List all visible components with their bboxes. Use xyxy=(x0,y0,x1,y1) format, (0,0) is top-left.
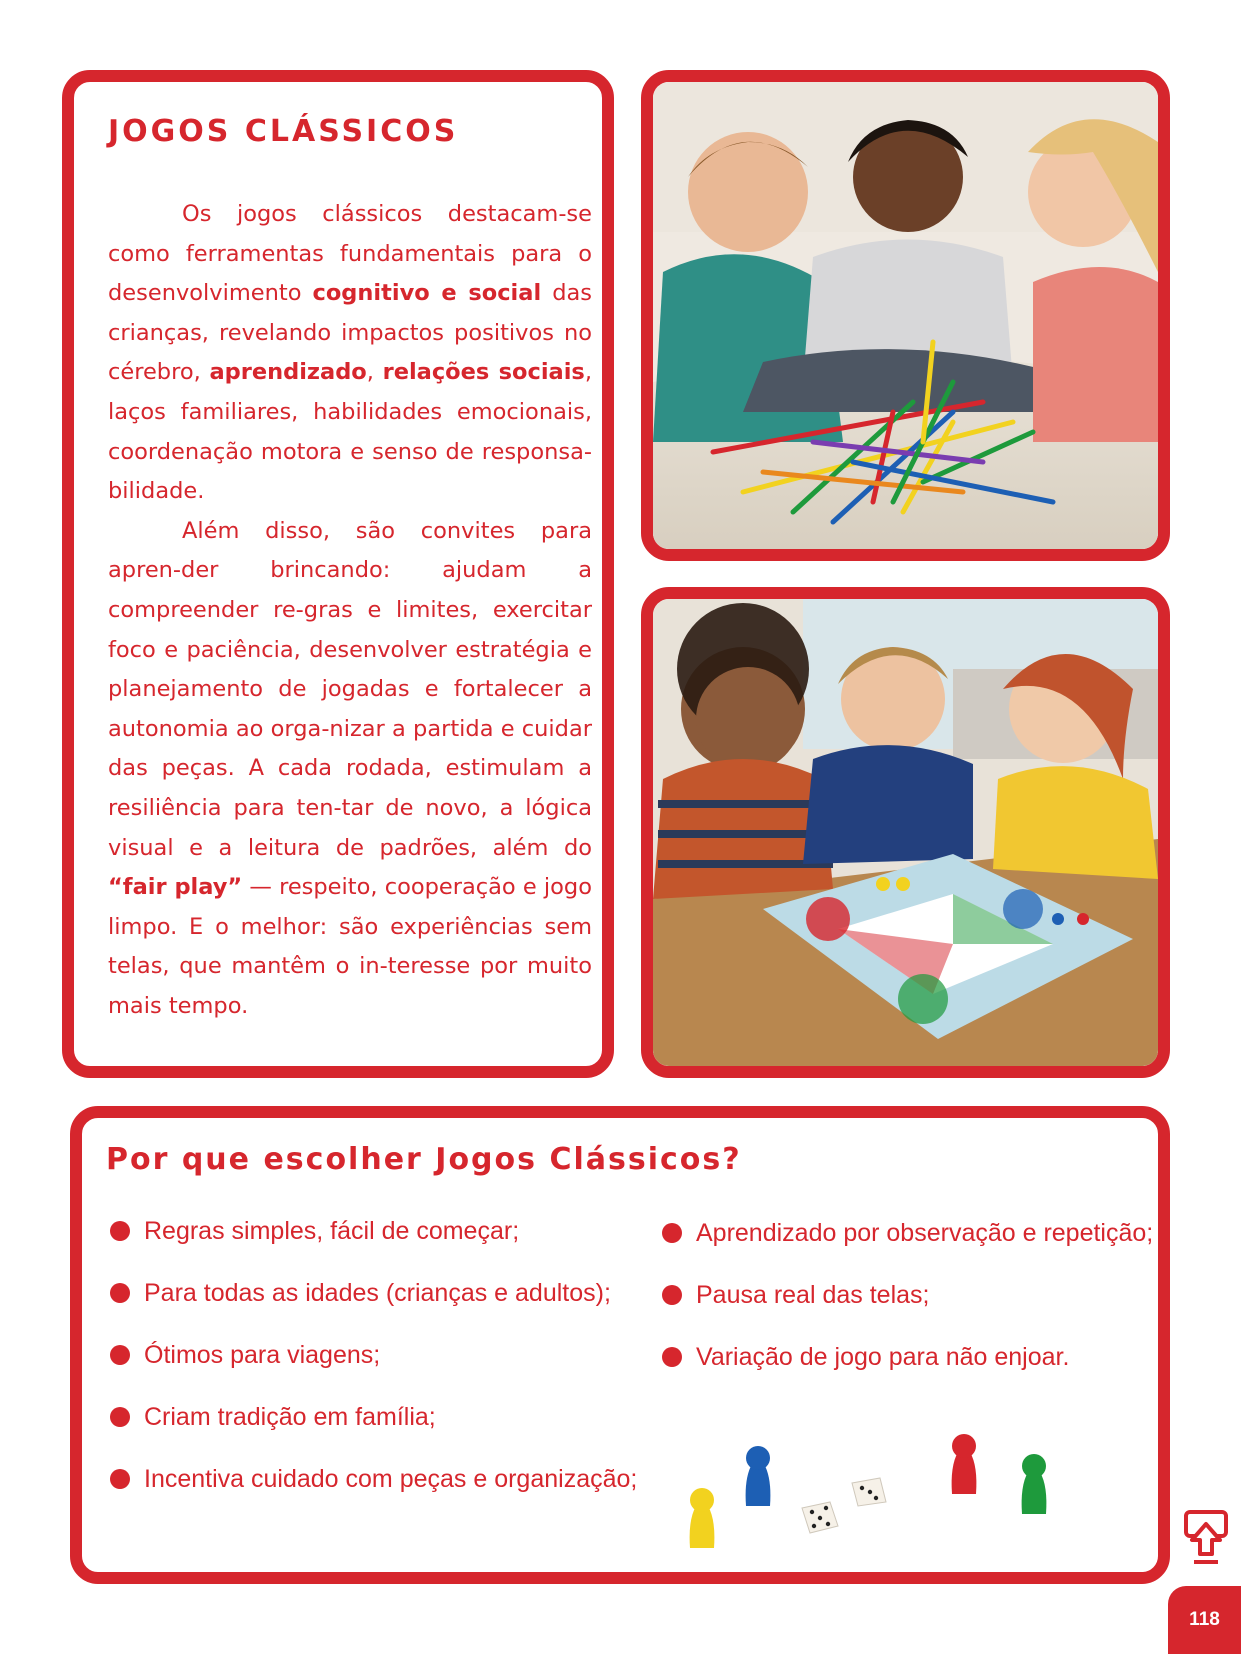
bullet-icon xyxy=(110,1345,130,1365)
dice-icon xyxy=(802,1478,886,1533)
benefit-item xyxy=(110,1324,637,1386)
benefits-list-left xyxy=(110,1200,637,1510)
benefit-item xyxy=(110,1200,637,1262)
home-arrow-icon[interactable] xyxy=(1182,1510,1230,1570)
paragraph-text: Os jogos clássicos destacam-se como ferramentas fundamentais para o desenvolvimento xyxy=(108,201,592,307)
ludo-game-image xyxy=(653,599,1158,1066)
benefit-item xyxy=(110,1262,637,1324)
benefit-text: Para todas as idades (crianças e adultos); xyxy=(144,1278,611,1307)
benefit-text: Criam tradição em família; xyxy=(144,1402,436,1431)
benefit-text: Variação de jogo para não enjoar. xyxy=(696,1342,1070,1371)
benefit-text: Incentiva cuidado com peças e organização; xyxy=(144,1464,638,1493)
benefit-text: Regras simples, fácil de começar; xyxy=(144,1216,520,1245)
emphasis-text: aprendizado xyxy=(209,359,367,386)
benefit-item xyxy=(662,1264,1153,1326)
pawn-icon xyxy=(746,1446,771,1506)
paragraph-text: das crianças, revelando impactos positivos no cérebro, xyxy=(108,280,592,386)
page-number: 118 xyxy=(1168,1586,1241,1654)
benefit-item xyxy=(110,1448,637,1510)
benefit-text: Aprendizado por observação e repetição; xyxy=(696,1218,1154,1247)
bullet-icon xyxy=(662,1347,682,1367)
benefits-list-right xyxy=(662,1202,1153,1388)
why-choose-panel xyxy=(70,1106,1170,1584)
article-paragraph xyxy=(108,195,592,512)
pick-up-sticks-image xyxy=(653,82,1158,549)
article-paragraph xyxy=(108,512,592,1027)
bullet-icon xyxy=(662,1285,682,1305)
emphasis-text: relações sociais xyxy=(382,359,585,386)
pawn-icon xyxy=(952,1434,977,1494)
paragraph-text: , laços familiares, habilidades emocionais, coordenação motora e senso de responsa-bilidade. xyxy=(108,359,592,505)
emphasis-text: “fair play” xyxy=(108,874,243,901)
benefit-text: Ótimos para viagens; xyxy=(144,1340,381,1369)
photo-ludo-game xyxy=(641,587,1170,1078)
benefit-text: Pausa real das telas; xyxy=(696,1280,930,1309)
bullet-icon xyxy=(110,1469,130,1489)
bullet-icon xyxy=(110,1407,130,1427)
bullet-icon xyxy=(662,1223,682,1243)
benefit-item xyxy=(110,1386,637,1448)
bullet-icon xyxy=(110,1221,130,1241)
paragraph-text: — respeito, cooperação e jogo limpo. E o melhor: são experiências sem telas, que mantêm o in-teresse por muito mais tempo. xyxy=(108,874,592,1019)
paragraph-text: , xyxy=(366,359,383,386)
why-title: Por que escolher Jogos Clássicos? xyxy=(106,1142,742,1177)
game-pieces-illustration xyxy=(662,1378,1082,1548)
article-panel xyxy=(62,70,614,1078)
emphasis-text: cognitivo e social xyxy=(312,280,542,307)
article-title: JOGOS CLÁSSICOS xyxy=(108,114,459,149)
bullet-icon xyxy=(110,1283,130,1303)
photo-pick-up-sticks xyxy=(641,70,1170,561)
article-body xyxy=(108,195,592,1026)
pawn-icon xyxy=(1022,1454,1047,1514)
paragraph-text: Além disso, são convites para apren-der brincando: ajudam a compreender re-gras e limites, exercitar foco e paciência, desenvolver estratégia e planejamento de jogadas e fortalecer a autonomia ao orga-nizar a partida e cuidar das peças. A cada rodada, estimulam a resiliência para ten-tar de novo, a lógica visual e a leitura de padrões, além do xyxy=(108,517,592,861)
benefit-item xyxy=(662,1202,1153,1264)
pawn-icon xyxy=(690,1488,715,1548)
